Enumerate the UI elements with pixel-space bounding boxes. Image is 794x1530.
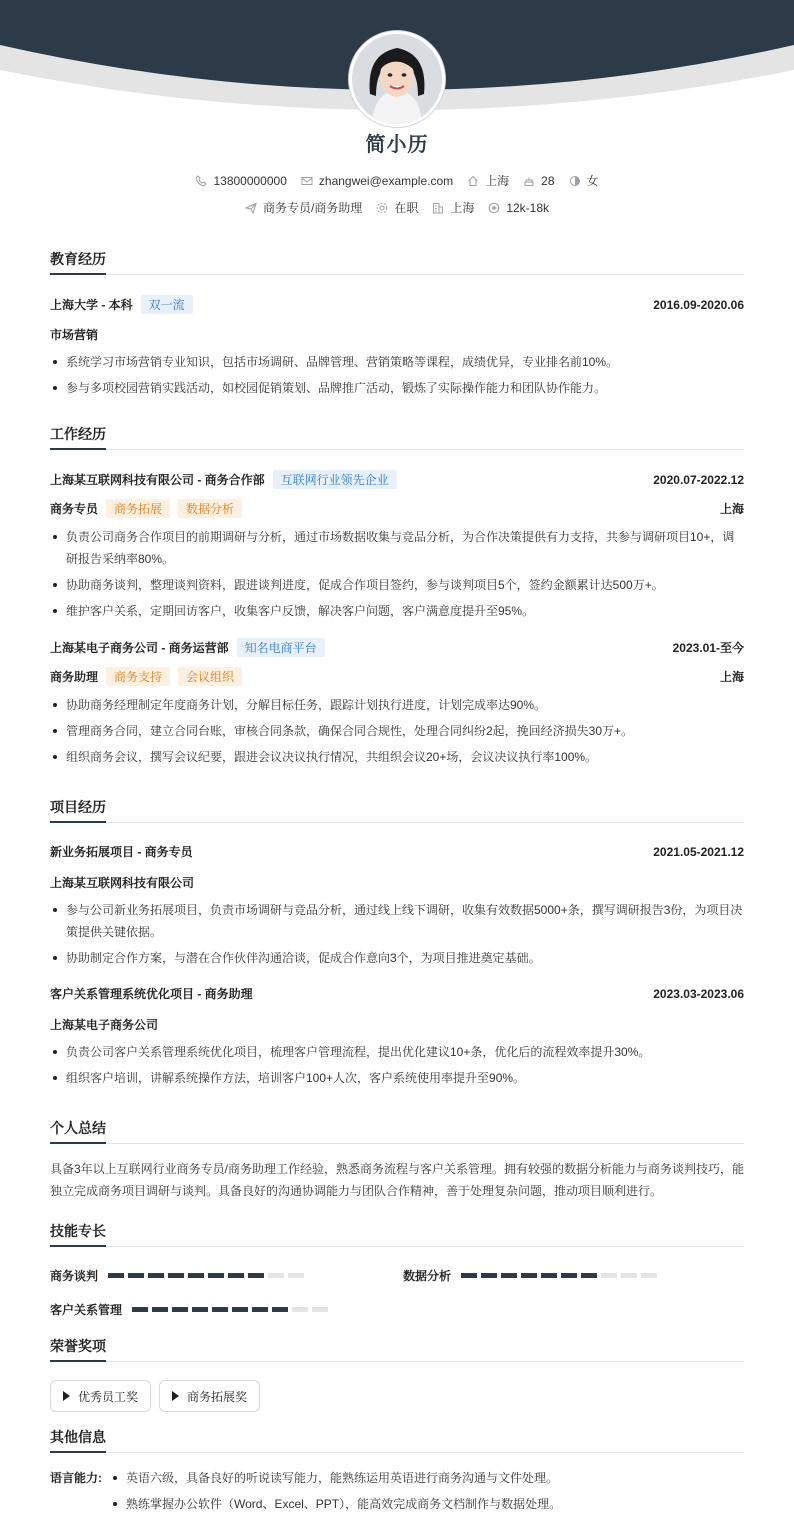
list-item: 协助商务谈判，整理谈判资料，跟进谈判进度，促成合作项目签约，参与谈判项目5个，签约金额累计达500万+。 [50,574,744,596]
candidate-name: 简小历 [365,134,429,156]
list-item: 英语六级，具备良好的听说读写能力，能熟练运用英语进行商务沟通与文件处理。 [110,1467,744,1489]
list-item: 参与公司新业务拓展项目，负责市场调研与竞品分析，通过线上线下调研，收集有效数据5000+条，撰写调研报告3份，为项目决策提供关键依据。 [50,899,744,943]
section-title: 项目经历 [50,797,744,823]
status-text: 在职 [394,201,419,215]
skill-segment [192,1307,208,1312]
email-text: zhangwei@example.com [318,173,454,188]
list-item: 协助商务经理制定年度商务计划，分解目标任务，跟踪计划执行进度，计划完成率达90%。 [50,694,744,716]
skill-segment [272,1307,288,1312]
building-icon [432,202,444,214]
skill-item [50,1301,328,1318]
work-date: 2020.07-2022.12 [653,472,744,487]
honors-section [50,1336,744,1412]
skill-bar [108,1273,304,1278]
age-text: 28 [541,173,555,188]
skill-segment [252,1307,268,1312]
other-section [50,1427,744,1515]
section-title: 工作经历 [50,424,744,450]
skill-segment [132,1307,148,1312]
project-header [50,843,744,860]
skill-segment [212,1307,228,1312]
project-date: 2023.03-2023.06 [653,986,744,1001]
work-header [50,638,744,657]
skill-name: 商务谈判 [50,1269,99,1283]
work-city: 上海 [719,670,744,684]
role-name: 商务专员 [50,502,99,516]
salary-icon [488,202,500,214]
skill-segment [148,1273,164,1278]
status-icon [376,202,388,214]
project-company: 上海某互联网科技有限公司 [50,876,195,890]
skill-segment [292,1307,308,1312]
age-item [523,174,554,188]
skill-item [403,1267,657,1284]
skill-name: 客户关系管理 [50,1303,123,1317]
list-item: 负责公司客户关系管理系统优化项目，梳理客户管理流程，提出优化建议10+条，优化后的流程效率提升30%。 [50,1041,744,1063]
play-icon [172,1391,179,1401]
section-title: 荣誉奖项 [50,1336,744,1362]
work-section [50,424,744,768]
role-name: 商务助理 [50,670,99,684]
skill-segment [188,1273,204,1278]
position-item [245,199,362,216]
skill-segment [228,1273,244,1278]
skill-bar [132,1307,328,1312]
salary-text: 12k-18k [506,200,550,215]
language-row [50,1467,744,1515]
skill-segment [581,1273,597,1278]
target-city-item [432,199,474,216]
summary-section [50,1118,744,1202]
section-title: 其他信息 [50,1427,744,1453]
email-item [301,174,453,188]
company-tag: 知名电商平台 [237,638,325,657]
school-tag: 双一流 [141,295,193,314]
work-bullets [50,526,744,622]
phone-icon [195,175,207,187]
section-title: 个人总结 [50,1118,744,1144]
project-bullets [50,1041,744,1089]
salary-item [488,201,549,215]
phone-text: 13800000000 [213,173,287,188]
award-label: 商务拓展奖 [187,1389,248,1404]
skill-tag: 商务支持 [106,667,170,686]
skill-tag: 商务拓展 [106,499,170,518]
list-item: 系统学习市场营销专业知识，包括市场调研、品牌管理、营销策略等课程，成绩优异，专业排名前10%。 [50,351,744,373]
work-bullets [50,694,744,768]
contact-row [0,172,794,189]
gender-item [569,172,599,189]
company-name: 上海某互联网科技有限公司 - 商务合作部 [50,473,265,487]
award-label: 优秀员工奖 [78,1389,139,1404]
company-name: 上海某电子商务公司 - 商务运营部 [50,641,229,655]
section-title: 技能专长 [50,1221,744,1247]
major: 市场营销 [50,328,99,342]
skill-segment [521,1273,537,1278]
list-item: 维护客户关系，定期回访客户，收集客户反馈，解决客户问题，客户满意度提升至95%。 [50,600,744,622]
list-item: 负责公司商务合作项目的前期调研与分析，通过市场数据收集与竞品分析，为合作决策提供有力支持，共参与调研项目10+，调研报告采纳率80%。 [50,526,744,570]
skill-item [50,1267,304,1284]
avatar [349,31,445,127]
list-item: 组织客户培训，讲解系统操作方法，培训客户100+人次，客户系统使用率提升至90%。 [50,1067,744,1089]
work-role-row [50,667,744,686]
skill-tag: 会议组织 [178,667,242,686]
city-text: 上海 [485,174,510,188]
skill-segment [481,1273,497,1278]
position-text: 商务专员/商务助理 [262,201,363,215]
list-item: 管理商务合同，建立合同台账，审核合同条款，确保合同合规性，处理合同纠纷2起，挽回经济损失30万+。 [50,720,744,742]
language-bullets [110,1467,744,1515]
projects-section [50,797,744,1089]
list-item: 参与多项校园营销实践活动，如校园促销策划、品牌推广活动，锻炼了实际操作能力和团队协作能力。 [50,377,744,399]
project-header [50,985,744,1002]
skill-bar [461,1273,657,1278]
list-item: 熟练掌握办公软件（Word、Excel、PPT），能高效完成商务文档制作与数据处理。 [110,1493,744,1515]
section-title: 教育经历 [50,249,744,275]
work-date: 2023.01-至今 [672,641,744,655]
school-name: 上海大学 - 本科 [50,298,133,312]
work-header [50,470,744,489]
list-item: 协助制定合作方案，与潜在合作伙伴沟通洽谈，促成合作意向3个，为项目推进奠定基础。 [50,947,744,969]
award-item [159,1380,260,1412]
skill-segment [128,1273,144,1278]
list-item: 组织商务会议，撰写会议纪要，跟进会议决议执行情况，共组织会议20+场，会议决议执行率100%。 [50,746,744,768]
skill-segment [248,1273,264,1278]
skill-segment [268,1273,284,1278]
skill-segment [621,1273,637,1278]
skill-segment [152,1307,168,1312]
skill-segment [172,1307,188,1312]
job-intent-row [0,199,794,216]
play-icon [63,1391,70,1401]
skill-segment [461,1273,477,1278]
education-section [50,249,744,399]
work-city: 上海 [719,502,744,516]
project-date: 2021.05-2021.12 [653,844,744,859]
phone-item [195,174,286,188]
mail-icon [301,175,313,187]
skill-segment [501,1273,517,1278]
home-icon [467,175,479,187]
target-city-text: 上海 [450,201,475,215]
award-item [50,1380,151,1412]
project-title: 客户关系管理系统优化项目 - 商务助理 [50,987,253,1001]
language-label: 语言能力: [50,1471,102,1485]
skill-segment [168,1273,184,1278]
age-icon [523,175,535,187]
city-item [467,172,509,189]
skill-segment [561,1273,577,1278]
project-bullets [50,899,744,969]
skill-segment [541,1273,557,1278]
skill-segment [208,1273,224,1278]
skill-tag: 数据分析 [178,499,242,518]
work-role-row [50,499,744,518]
skill-name: 数据分析 [403,1269,452,1283]
education-header [50,295,744,314]
send-icon [245,202,257,214]
education-bullets [50,351,744,399]
company-tag: 互联网行业领先企业 [273,470,397,489]
skill-segment [288,1273,304,1278]
skills-section [50,1221,744,1317]
skill-segment [232,1307,248,1312]
skill-segment [108,1273,124,1278]
gender-text: 女 [586,174,599,188]
skill-segment [601,1273,617,1278]
education-date: 2016.09-2020.06 [653,297,744,312]
project-title: 新业务拓展项目 - 商务专员 [50,845,193,859]
project-company: 上海某电子商务公司 [50,1018,159,1032]
summary-text: 具备3年以上互联网行业商务专员/商务助理工作经验，熟悉商务流程与客户关系管理。拥有较强的数据分析能力与商务谈判技巧，能独立完成商务项目调研与谈判。具备良好的沟通协调能力与团队合作精神，善于处理复杂问题，推动项目顺利进行。 [50,1162,745,1198]
status-item [376,199,418,216]
awards-list [50,1380,744,1412]
skill-segment [641,1273,657,1278]
skill-segment [312,1307,328,1312]
gender-icon [569,175,581,187]
